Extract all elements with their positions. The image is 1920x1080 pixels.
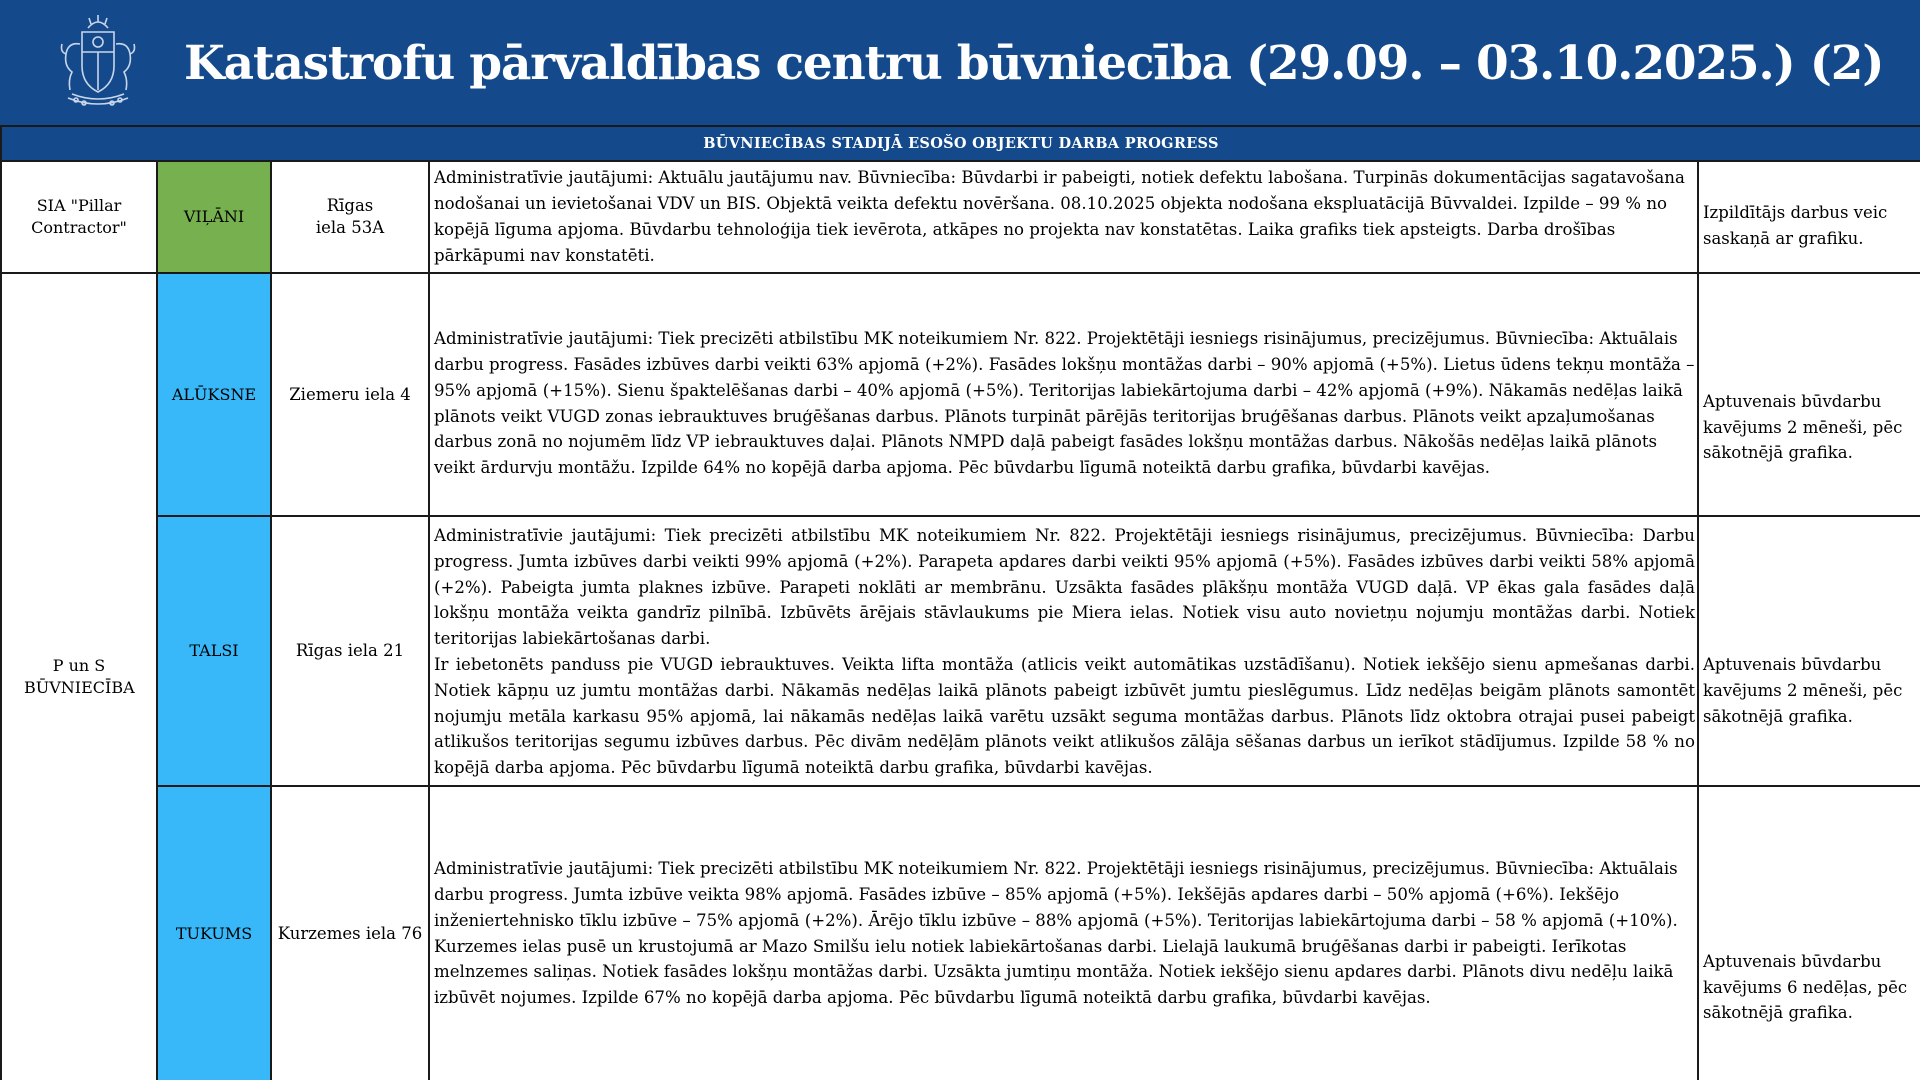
address-cell: Rīgas iela 21 [271, 516, 429, 786]
table-row [1, 786, 1920, 1080]
city-cell: TALSI [157, 516, 271, 786]
city-cell: VIĻĀNI [157, 161, 271, 273]
note-cell [1698, 161, 1920, 273]
note-cell [1698, 786, 1920, 1080]
table-row [1, 161, 1920, 273]
address-cell: Ziemeru iela 4 [271, 273, 429, 516]
note-text: Aptuvenais būvdarbu kavējums 6 nedēļas, pēc sākotnējā grafika. [1703, 951, 1908, 1023]
contractor-cell: P un S BŪVNIECĪBA [1, 273, 157, 1080]
table-subheader: BŪVNIECĪBAS STADIJĀ ESOŠO OBJEKTU DARBA PROGRESS [1, 126, 1920, 161]
description-cell: Administratīvie jautājumi: Tiek precizēti atbilstību MK noteikumiem Nr. 822. Projektētāji iesniegs risinājumus, precizējumus. Būvniecība: Aktuālais darbu progress. Fasādes izbūves darbi veikti 63% apjomā (+2%). Fasādes lokšņu montāžas darbi – 90% apjomā (+5%). Lietus ūdens tekņu montāža – 95% apjomā (+15%). Sienu špaktelēšanas darbi – 40% apjomā (+5%). Teritorijas labiekārtojuma darbi – 42% apjomā (+9%). Nākamās nedēļas laikā plānots veikt VUGD zonas iebrauktuves bruģēšanas darbus. Plānots turpināt pārējās teritorijas bruģēšanas darbus. Plānots veikt apzaļumošanas darbus zonā no nojumēm līdz VP iebrauktuves daļai. Plānots NMPD daļā pabeigt fasādes lokšņu montāžas darbus. Nākošās nedēļas laikā plānots veikt ārdurvju montāžu. Izpilde 64% no kopējā darba apjoma. Pēc būvdarbu līgumā noteiktā darbu grafika, būvdarbi kavējas. [429, 273, 1698, 516]
address-cell [271, 161, 429, 273]
description-cell: Administratīvie jautājumi: Tiek precizēti atbilstību MK noteikumiem Nr. 822. Projektētāji iesniegs risinājumus, precizējumus. Būvniecība: Aktuālais darbu progress. Jumta izbūve veikta 98% apjomā. Fasādes izbūve – 85% apjomā (+5%). Iekšējās apdares darbi – 50% apjomā (+6%). Iekšējo inženiertehnisko tīklu izbūve – 75% apjomā (+2%). Ārējo tīklu izbūve – 88% apjomā (+5%). Teritorijas labiekārtojuma darbi – 58 % apjomā (+10%). Kurzemes ielas pusē un krustojumā ar Mazo Smilšu ielu notiek labiekārtošanas darbi. Lielajā laukumā bruģēšanas darbi ir pabeigti. Ierīkotas melnzemes saliņas. Notiek fasādes lokšņu montāžas darbi. Uzsākta jumtiņu montāža. Notiek iekšējo sienu apdares darbi. Plānots divu nedēļu laikā izbūvēt nojumes. Izpilde 67% no kopējā darba apjoma. Pēc būvdarbu līgumā noteiktā darbu grafika, būvdarbi kavējas. [429, 786, 1698, 1080]
note-text: Aptuvenais būvdarbu kavējums 2 mēneši, pēc sākotnējā grafika. [1703, 655, 1903, 726]
progress-table [0, 125, 1920, 1080]
note-cell [1698, 273, 1920, 516]
description-cell: Administratīvie jautājumi: Aktuālu jautājumu nav. Būvniecība: Būvdarbi ir pabeigti, notiek defektu labošana. Turpinās dokumentācijas sagatavošana nodošanai un ievietošanai VDV un BIS. Objektā veikta defektu novēršana. 08.10.2025 objekta nodošana ekspluatācijā Būvvaldei. Izpilde – 99 % no kopējā līguma apjoma. Būvdarbu tehnoloģija tiek ievērota, atkāpes no projekta nav konstatētas. Laika grafiks tiek apsteigts. Darba drošības pārkāpumi nav konstatēti. [429, 161, 1698, 273]
address-cell: Kurzemes iela 76 [271, 786, 429, 1080]
page-title: Katastrofu pārvaldības centru būvniecība (29.09. – 03.10.2025.) (2) [184, 36, 1884, 91]
note-text: Izpildītājs darbus veic saskaņā ar grafiku. [1703, 203, 1888, 248]
description-paragraph: Ir iebetonēts panduss pie VUGD iebrauktuves. Veikta lifta montāža (atlicis veikt automātikas uzstādīšanu). Notiek iekšējo sienu apmešanas darbi. Notiek kāpņu uz jumtu montāžas darbi. Nākamās nedēļas laikā plānots pabeigt izbūvēt jumtu pieslēgumus. Līdz nedēļas beigām plānots samontēt nojumju metāla karkasu 95% apjomā, lai nākamās nedēļas laikā varētu uzsākt seguma montāžas darbus. Plānots līdz oktobra otrajai pusei pabeigt atlikušos teritorijas segumu izbūves darbus. Pēc divām nedēļām plānots veikt atlikušos zālāja sēšanas darbus un ierīkot stādījumus. Izpilde 58 % no kopējā darba apjoma. Pēc būvdarbu līgumā noteiktā darbu grafika, būvdarbi kavējas. [434, 655, 1695, 778]
city-cell: TUKUMS [157, 786, 271, 1080]
city-cell: ALŪKSNE [157, 273, 271, 516]
address-line: iela 53A [315, 218, 385, 237]
table-subheader-row [1, 126, 1920, 161]
note-text: Aptuvenais būvdarbu kavējums 2 mēneši, pēc sākotnējā grafika. [1703, 391, 1903, 463]
description-paragraph: Administratīvie jautājumi: Tiek precizēti atbilstību MK noteikumiem Nr. 822. Projektētāji iesniegs risinājumus, precizējumus. Būvniecība: Darbu progress. Jumta izbūves darbi veikti 99% apjomā (+2%). Parapeta apdares darbi veikti 95% apjomā (+5%). Fasādes izbūves darbi veikti 58% apjomā (+2%). Pabeigta jumta plaknes izbūve. Parapeti noklāti ar membrānu. Uzsākta fasādes plākšņu montāža VUGD daļā. VP ēkas gala fasādes daļā lokšņu montāža veikta gandrīz pilnībā. Izbūvēts ārējais stāvlaukums pie Miera ielas. Notiek visu auto novietņu nojumju montāžas darbi. Notiek teritorijas labiekārtošanas darbi. [434, 526, 1695, 649]
header-bar [0, 0, 1920, 125]
latvia-coat-of-arms-icon [58, 14, 138, 110]
note-cell [1698, 516, 1920, 786]
description-cell [429, 516, 1698, 786]
address-line: Rīgas [326, 196, 374, 215]
table-row [1, 273, 1920, 516]
contractor-cell: SIA "Pillar Contractor" [1, 161, 157, 273]
table-row [1, 516, 1920, 786]
